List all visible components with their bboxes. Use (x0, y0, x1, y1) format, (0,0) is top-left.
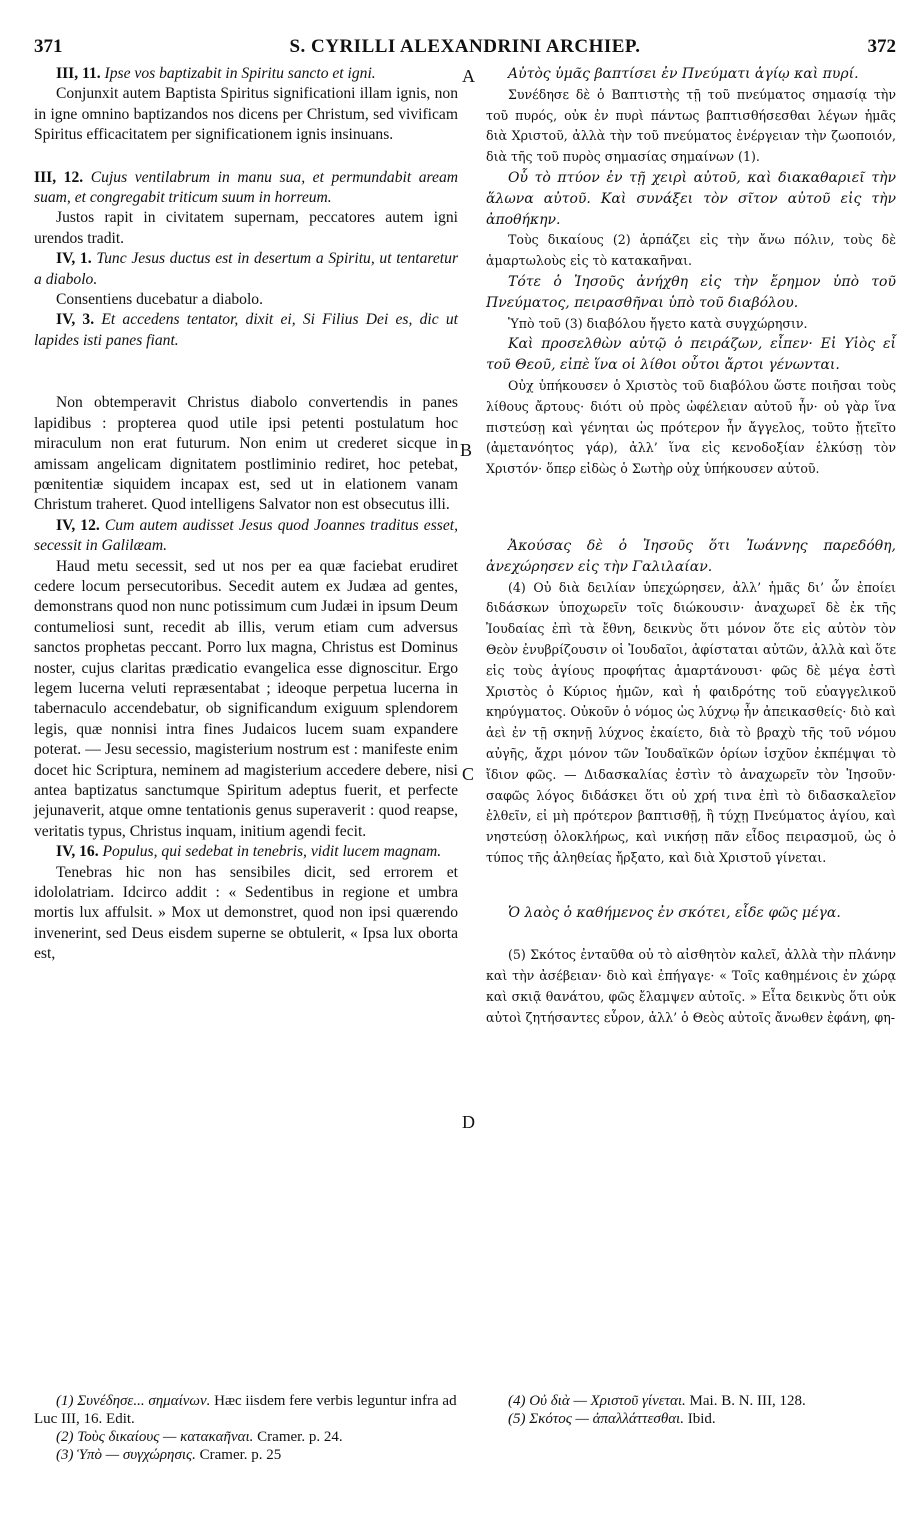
latin-commentary: Non obtemperavit Christus diabolo convertendis in panes lapidibus : propterea quod utile ipsi petenti postulatum hoc miraculum non erat futurum. Non enim ut crederet sicque in amissam angelicam dignitatem postliminio rediret, hoc petebat, pœnitentiæ siquidem incapax est, sed ut in elationem vanam Christum traheret. Quod intelligens Salvator non est obsecutus illi. (34, 394, 458, 514)
greek-commentary: Ὑπὸ τοῦ (3) διαβόλου ἤγετο κατὰ συγχώρησιν. (508, 315, 808, 331)
greek-verse: Αὐτὸς ὑμᾶς βαπτίσει ἐν Πνεύματι ἁγίῳ καὶ πυρί. (508, 66, 859, 82)
running-title: S. CYRILLI ALEXANDRINI ARCHIEP. (289, 36, 641, 57)
latin-verse: IV, 12. Cum autem audisset Jesus quod Joannes traditus esset, secessit in Galilæam. (34, 516, 458, 555)
footnote: (3) Ὑπὸ — συγχώρησις. Cramer. p. 25 (56, 1447, 282, 1463)
greek-verse: Ὁ λαὸς ὁ καθήμενος ἐν σκότει, εἶδε φῶς μέγα. (508, 904, 841, 921)
latin-verse: IV, 16. Populus, qui sedebat in tenebris, vidit lucem magnam. (56, 843, 442, 861)
latin-verse: IV, 3. Et accedens tentator, dixit ei, Si Filius Dei es, dic ut lapides isti panes fiant. (34, 311, 458, 349)
greek-column (486, 64, 896, 1029)
running-header (34, 36, 896, 60)
latin-commentary: Justos rapit in civitatem supernam, peccatores autem igni urendos tradit. (34, 209, 458, 247)
greek-verse: Ἀκούσας δὲ ὁ Ἰησοῦς ὅτι Ἰωάννης παρεδόθη, ἀνεχώρησεν εἰς τὴν Γαλιλαίαν. (486, 537, 896, 575)
latin-verse: III, 11. Ipse vos baptizabit in Spiritu sancto et igni. (56, 65, 376, 82)
footnotes-right (486, 1392, 896, 1428)
footnote: (5) Σκότος — ἀπαλλάττεσθαι. Ibid. (508, 1411, 716, 1427)
page-number-right: 372 (867, 36, 896, 57)
greek-verse: Οὗ τὸ πτύον ἐν τῇ χειρὶ αὐτοῦ, καὶ διακαθαριεῖ τὴν ἅλωνα αὐτοῦ. Καὶ συνάξει τὸν σῖτον αὐτοῦ εἰς τὴν ἀποθήκην. (486, 169, 896, 228)
greek-commentary: Συνέδησε δὲ ὁ Βαπτιστὴς τῇ τοῦ πνεύματος σημασίᾳ τὴν τοῦ πυρός, οὐκ ἐν πυρὶ πάντως βαπτισθήσεσθαι λέγων ἡμᾶς διὰ Χριστοῦ, ἀλλὰ τὴν τοῦ πνεύματος ἐνέργειαν τὴν ζωοποιόν, διὰ τῆς τοῦ πυρὸς σημασίας σημαίνων (1). (486, 86, 896, 165)
latin-verse: IV, 1. Tunc Jesus ductus est in desertum a Spiritu, ut tentaretur a diabolo. (34, 250, 459, 288)
latin-column (34, 64, 458, 965)
greek-commentary: Οὐχ ὑπήκουσεν ὁ Χριστὸς τοῦ διαβόλου ὥστε ποιῆσαι τοὺς λίθους ἄρτους· διότι οὐ πρὸς ὠφέλειαν αὐτοῦ ἦν· οὐ γὰρ ἵνα πιστεύσῃ καὶ γένηται ὡς πρότερον ἦν ἄγγελος, τοῦτο ᾔτεῖτο (ἀμετανόητος γάρ), ἀλλ’ ἵνα εἰς κενοδοξίαν ἑλκύσῃ τὸν Χριστόν· ὅπερ εἰδὼς ὁ Σωτὴρ οὐχ ὑπήκουσεν αὐτοῦ. (486, 377, 896, 477)
page-number-left: 371 (34, 36, 63, 57)
margin-letter-a: A (462, 66, 475, 86)
footnote: (1) Συνέδησε... σημαίνων. Hæc iisdem fere verbis leguntur infra ad Luc III, 16. Edit. (34, 1393, 457, 1427)
footnote: (2) Τοὺς δικαίους — κατακαῆναι. Cramer. p. 24. (56, 1429, 343, 1445)
greek-commentary: Τοὺς δικαίους (2) ἁρπάζει εἰς τὴν ἄνω πόλιν, τοὺς δὲ ἁμαρτωλοὺς εἰς τὸ κατακαῆναι. (486, 232, 896, 269)
greek-verse: Καὶ προσελθὼν αὐτῷ ὁ πειράζων, εἶπεν· Εἰ Υἱὸς εἶ τοῦ Θεοῦ, εἰπὲ ἵνα οἱ λίθοι οὗτοι ἄρτοι γένωνται. (486, 336, 896, 374)
footnotes-left (34, 1392, 458, 1464)
latin-commentary: Haud metu secessit, sed ut nos per ea quæ faciebat erudiret cedere locum persecutoribus. Secedit autem ex Judæa ad gentes, demonstrans quod non nunc potissimum cum Judæi in ipsum Deum contumeliosi sunt, recedit ab illis, verum etiam cum adversus sanctos prophetas peccant. Porro lux magna, Christus est Dominus noster, cujus claritas prædicatio evangelica esse dignoscitur. Ergo legem lucerna veluti repræsentabat ; ideoque perpetua lucerna in tabernaculo accendebatur, ob significandum exiguum splendorem legis, quæ nonnisi intra fines Judaicos lucem suam expandere poterat. — Jesu secessio, magisterium nostrum est : manifeste enim docet hic Scriptura, neminem ad magisterium accedere debere, nisi antea baptizatus sanctumque Spiritum adeptus fuerit, et perfecte jejunaverit, atque omne tentationis genus superaverit : quod reapse, veritatis typus, Christus inquam, initium agendi fecit. (34, 557, 458, 840)
footnote: (4) Οὐ διὰ — Χριστοῦ γίνεται. Mai. B. N. III, 128. (508, 1393, 806, 1409)
greek-commentary: (5) Σκότος ἐνταῦθα οὐ τὸ αἰσθητὸν καλεῖ, ἀλλὰ τὴν πλάνην καὶ τὴν ἀσέβειαν· διὸ καὶ ἐπήγαγε· « Τοῖς καθημένοις ἐν χώρᾳ καὶ σκιᾷ θανάτου, φῶς ἔλαμψεν αὐτοῖς. » Εἶτα δεικνὺς ὅτι οὐκ αὐτοὶ ζητήσαντες εὗρον, ἀλλ’ ὁ Θεὸς αὐτοῖς ἄνωθεν ἐφάνη, φη- (486, 947, 896, 1025)
latin-commentary: Consentiens ducebatur a diabolo. (56, 291, 263, 309)
margin-letter-d: D (462, 1112, 475, 1132)
latin-commentary: Conjunxit autem Baptista Spiritus significationi illam ignis, non in igne omnino baptizandos nos dicens per Christum, sed vivificam Spiritus efficacitatem per significationem ignis insinuans. (34, 85, 458, 144)
greek-commentary: (4) Οὐ διὰ δειλίαν ὑπεχώρησεν, ἀλλ’ ἡμᾶς δι’ ὧν ἐποίει διδάσκων ὑποχωρεῖν τοῖς διώκουσιν· ἀναχωρεῖ δὲ ἐκ τῆς Ἰουδαίας ἐπὶ τὰ ἔθνη, δεικνὺς ὅτι μόνον ὅτε εἰς αὐτὸν τὸν Θεὸν ἐνυβρίζουσιν οἱ Ἰουδαῖοι, ἀφίσταται αὐτῶν, ἀλλὰ καὶ ὅτε εἰς τοὺς ἁγίους προφήτας ἁμαρτάνουσι· φῶς δὲ μέγα ἐστὶ Χριστὸς ὁ Κύριος ἡμῶν, καὶ ἡ φαιδρότης τοῦ εὐαγγελικοῦ κηρύγματος. Οὐκοῦν ὁ νόμος ὡς λύχνῳ ἦν ἀπεικασθείς· διὸ καὶ ἀεὶ ἐν τῇ σκηνῇ λύχνος ἐκαίετο, διὰ τὸ βραχὺ τῆς τοῦ νόμου αὐγῆς, ἄχρι μόνον τῶν Ἰουδαϊκῶν ὁρίων ἰσχῦον ἐκπέμψαι τὸ ἴδιον φῶς. — Διδασκαλίας ἐστὶν τὸ ἀναχωρεῖν τὸν Ἰησοῦν· σαφῶς λόγος διδάσκει ὅτι οὐ χρή τινα ἐπὶ τὸ διδασκαλεῖον ἐλθεῖν, εἰ μὴ πρότερον βαπτισθῇ, ἢ τύχῃ Πνεύματος ἁγίου, καὶ νηστεύσῃ ὁλοκλήρως, καὶ νικήσῃ πᾶν εἶδος πειρασμοῦ, ὡς ὁ τύπος τῆς ἀληθείας ἤρξατο, καὶ διὰ Χριστοῦ γίνεται. (486, 579, 896, 865)
margin-letter-c: C (462, 764, 475, 784)
latin-commentary: Tenebras hic non has sensibiles dicit, sed errorem et idololatriam. Idcirco addit : « Sedentibus in regione et umbra mortis lux affulsit. » Mox ut demonstret, quod non ipsi quærendo invenerint, sed Deus eisdem superne se obtulerit, « Ipsa lux oborta est, (34, 863, 458, 963)
latin-verse: III, 12. Cujus ventilabrum in manu sua, et permundabit aream suam, et congregabit triticum suum in horreum. (34, 168, 459, 207)
greek-verse: Τότε ὁ Ἰησοῦς ἀνήχθη εἰς τὴν ἔρημον ὑπὸ τοῦ Πνεύματος, πειρασθῆναι ὑπὸ τοῦ διαβόλου. (486, 273, 896, 311)
margin-letter-b: B (460, 440, 473, 460)
